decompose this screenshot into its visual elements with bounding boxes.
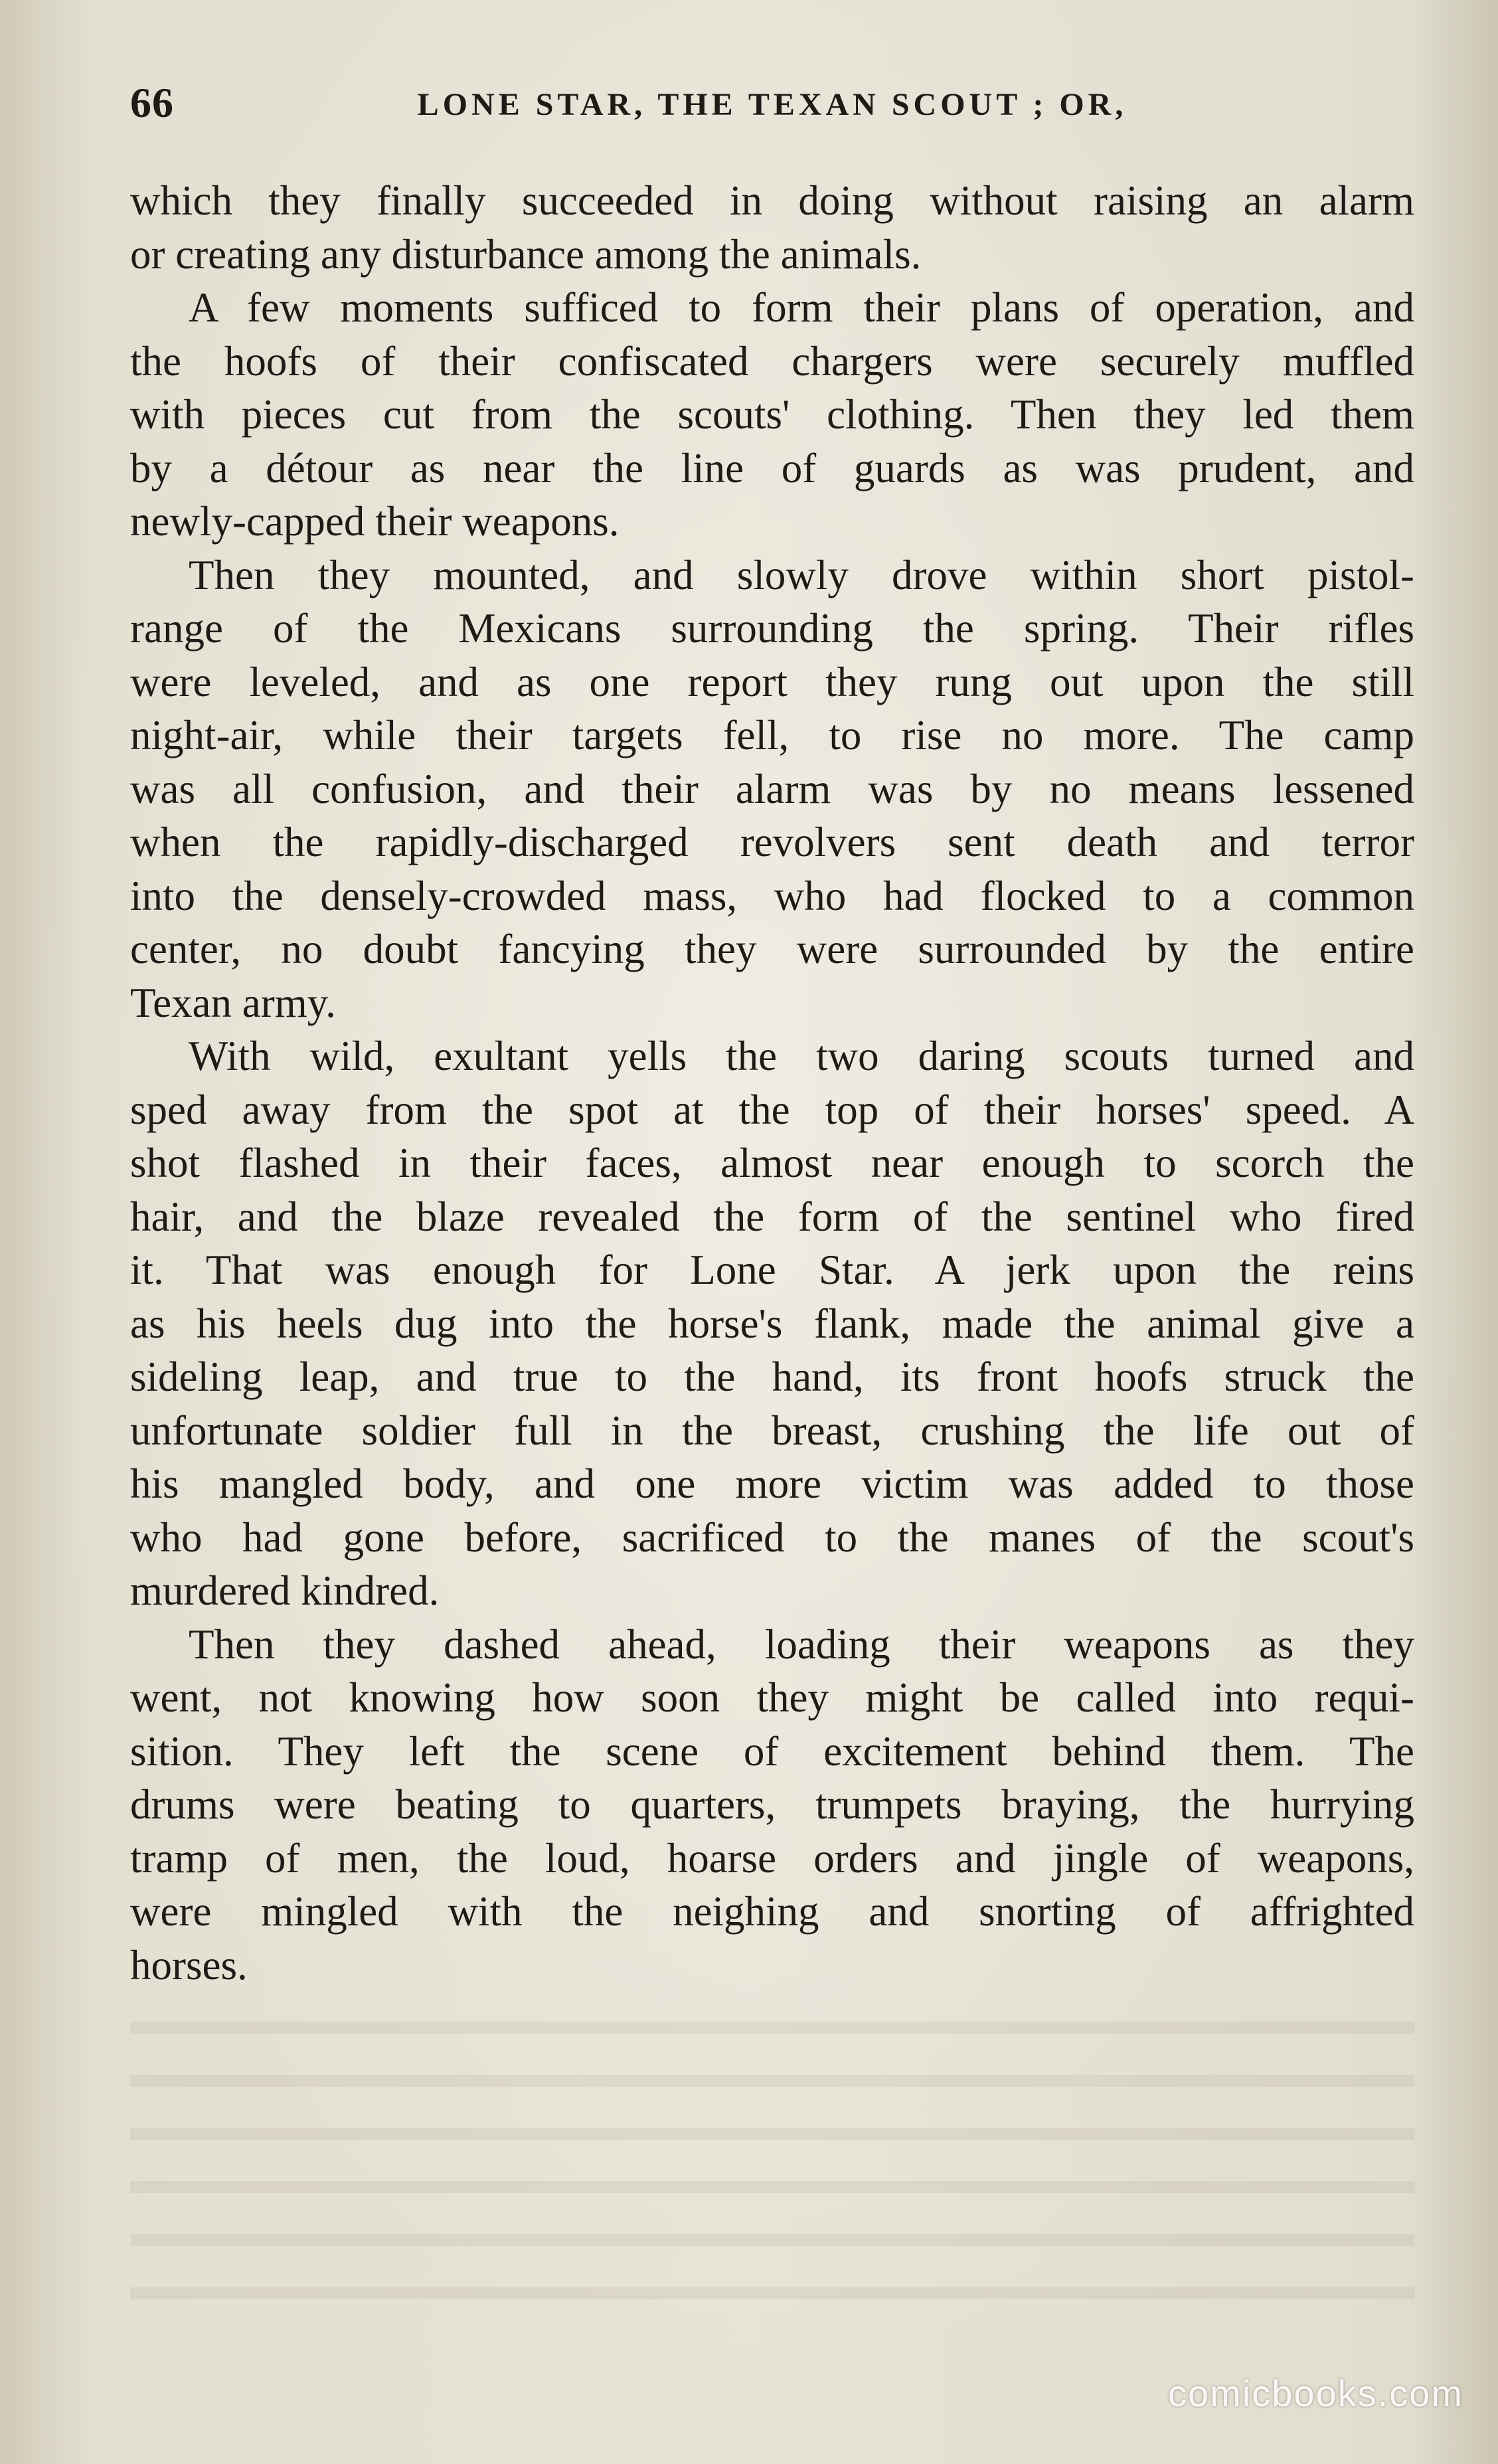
text-line: A few moments sufficed to form their plans of operation, and bbox=[189, 284, 1414, 331]
text-line: as his heels dug into the horse's flank, made the animal give a bbox=[130, 1300, 1414, 1347]
page-number: 66 bbox=[130, 79, 174, 126]
text-line: With wild, exultant yells the two daring scouts turned and bbox=[189, 1033, 1414, 1079]
text-line: unfortunate soldier full in the breast, crushing the life out of bbox=[130, 1407, 1414, 1454]
text-line: horses. bbox=[130, 1941, 248, 1988]
text-line: his mangled body, and one more victim was added to those bbox=[130, 1460, 1414, 1507]
text-line: hair, and the blaze revealed the form of the sentinel who fired bbox=[130, 1193, 1414, 1240]
text-line: Then they mounted, and slowly drove within short pistol- bbox=[189, 551, 1414, 598]
watermark: comicbooks.com bbox=[1167, 2372, 1463, 2414]
text-line: the hoofs of their confiscated chargers were securely muffled bbox=[130, 337, 1414, 385]
text-line: which they finally succeeded in doing without raising an alarm bbox=[130, 177, 1414, 224]
text-line: center, no doubt fancying they were surrounded by the entire bbox=[130, 926, 1414, 972]
text-line: with pieces cut from the scouts' clothing. Then they led them bbox=[130, 391, 1414, 438]
text-line: when the rapidly-discharged revolvers sent death and terror bbox=[130, 819, 1414, 865]
running-head: LONE STAR, THE TEXAN SCOUT ; OR, bbox=[417, 87, 1127, 122]
page-header bbox=[130, 78, 1414, 138]
text-line: was all confusion, and their alarm was by no means lessened bbox=[130, 765, 1414, 812]
text-line: sped away from the spot at the top of their horses' speed. A bbox=[130, 1086, 1414, 1133]
text-line: Texan army. bbox=[130, 979, 336, 1026]
text-line: went, not knowing how soon they might be called into requi- bbox=[130, 1674, 1414, 1721]
text-line: murdered kindred. bbox=[130, 1567, 440, 1614]
text-line: newly-capped their weapons. bbox=[130, 498, 620, 545]
text-line: who had gone before, sacrificed to the manes of the scout's bbox=[130, 1514, 1414, 1561]
text-line: shot flashed in their faces, almost near enough to scorch the bbox=[130, 1140, 1414, 1186]
text-line: drums were beating to quarters, trumpets braying, the hurrying bbox=[130, 1781, 1414, 1828]
text-line: sideling leap, and true to the hand, its front hoofs struck the bbox=[130, 1354, 1414, 1400]
show-through-text bbox=[130, 1992, 1414, 2338]
text-line: or creating any disturbance among the animals. bbox=[130, 230, 922, 278]
text-line: range of the Mexicans surrounding the spring. Their rifles bbox=[130, 605, 1414, 652]
text-line: by a détour as near the line of guards as was prudent, and bbox=[130, 444, 1414, 491]
text-line: night-air, while their targets fell, to rise no more. The camp bbox=[130, 712, 1414, 758]
text-line: were mingled with the neighing and snorting of affrighted bbox=[130, 1888, 1414, 1935]
text-line: it. That was enough for Lone Star. A jerk upon the reins bbox=[130, 1247, 1414, 1293]
body-text bbox=[130, 174, 1414, 1992]
text-line: sition. They left the scene of excitement behind them. The bbox=[130, 1727, 1414, 1775]
text-line: tramp of men, the loud, hoarse orders and jingle of weapons, bbox=[130, 1834, 1414, 1882]
text-line: were leveled, and as one report they rung out upon the still bbox=[130, 658, 1414, 705]
text-line: into the densely-crowded mass, who had flocked to a common bbox=[130, 872, 1414, 919]
text-line: Then they dashed ahead, loading their weapons as they bbox=[189, 1621, 1414, 1668]
